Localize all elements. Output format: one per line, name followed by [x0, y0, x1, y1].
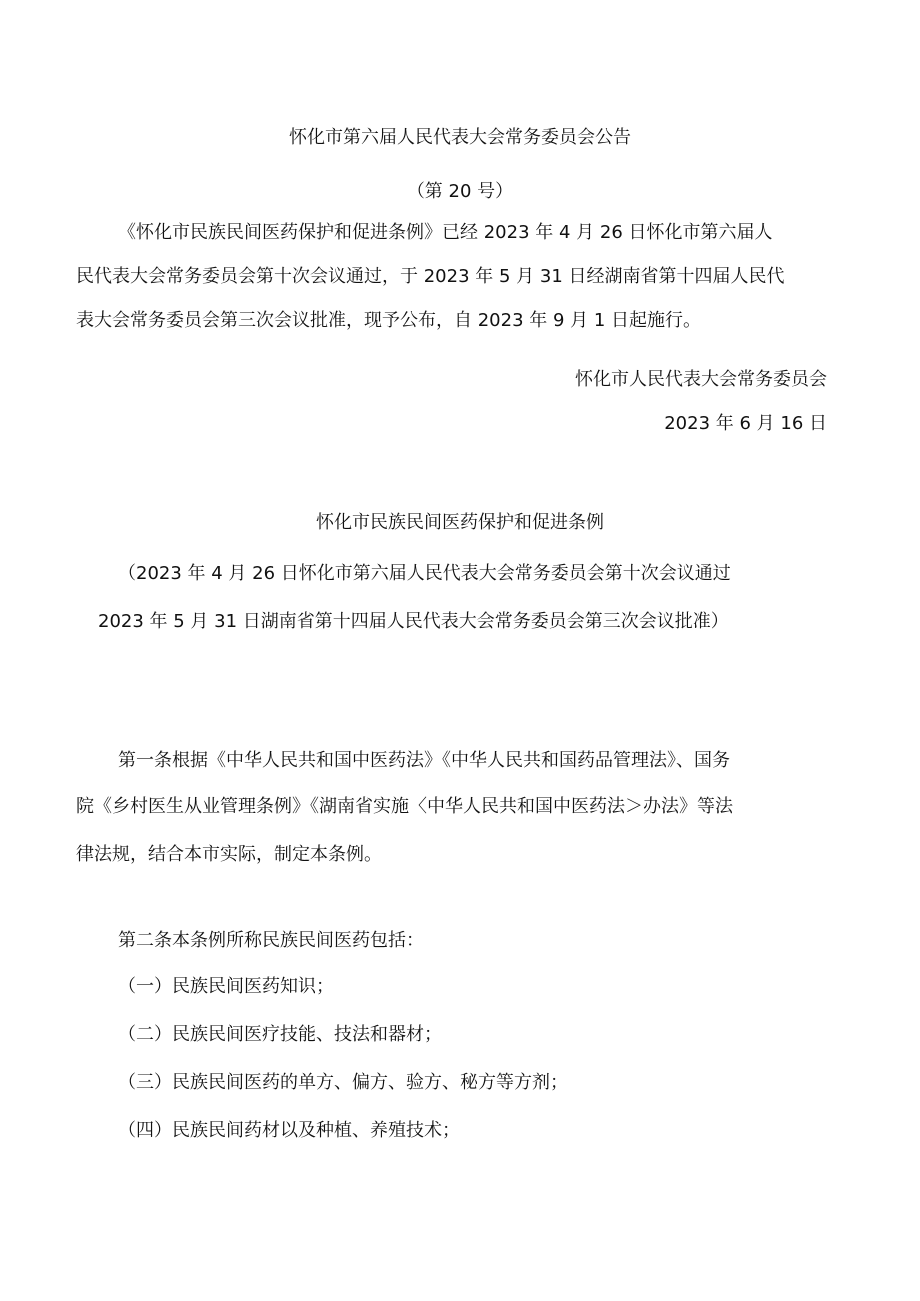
announcement-issuer: 怀化市人民代表大会常务委员会 — [575, 369, 827, 390]
article-2-item: （一）民族民间医药知识； — [118, 976, 334, 997]
announcement-body-line: 民代表大会常务委员会第十次会议通过，于 2023 年 5 月 31 日经湖南省第十四届人民代 — [76, 266, 785, 287]
article-2-intro: 第二条本条例所称民族民间医药包括： — [118, 930, 424, 951]
article-2-item: （三）民族民间医药的单方、偏方、验方、秘方等方剂； — [118, 1072, 568, 1093]
announcement-number: （第 20 号） — [406, 181, 514, 202]
article-1-line: 第一条根据《中华人民共和国中医药法》《中华人民共和国药品管理法》、国务 — [118, 750, 730, 771]
announcement-title: 怀化市第六届人民代表大会常务委员会公告 — [289, 127, 631, 148]
announcement-body-line: 《怀化市民族民间医药保护和促进条例》已经 2023 年 4 月 26 日怀化市第六届人 — [118, 222, 773, 243]
article-1-line: 律法规，结合本市实际，制定本条例。 — [76, 844, 382, 865]
regulation-approval-note: 2023 年 5 月 31 日湖南省第十四届人民代表大会常务委员会第三次会议批准） — [98, 611, 729, 632]
article-2-item: （四）民族民间药材以及种植、养殖技术； — [118, 1120, 460, 1141]
article-2-item: （二）民族民间医疗技能、技法和器材； — [118, 1024, 442, 1045]
article-1-line: 院《乡村医生从业管理条例》《湖南省实施〈中华人民共和国中医药法＞办法》等法 — [76, 796, 733, 817]
announcement-date: 2023 年 6 月 16 日 — [664, 413, 827, 434]
regulation-adoption-note: （2023 年 4 月 26 日怀化市第六届人民代表大会常务委员会第十次会议通过 — [118, 563, 731, 584]
regulation-title: 怀化市民族民间医药保护和促进条例 — [316, 512, 604, 533]
announcement-body-line: 表大会常务委员会第三次会议批准，现予公布，自 2023 年 9 月 1 日起施行。 — [76, 310, 702, 331]
